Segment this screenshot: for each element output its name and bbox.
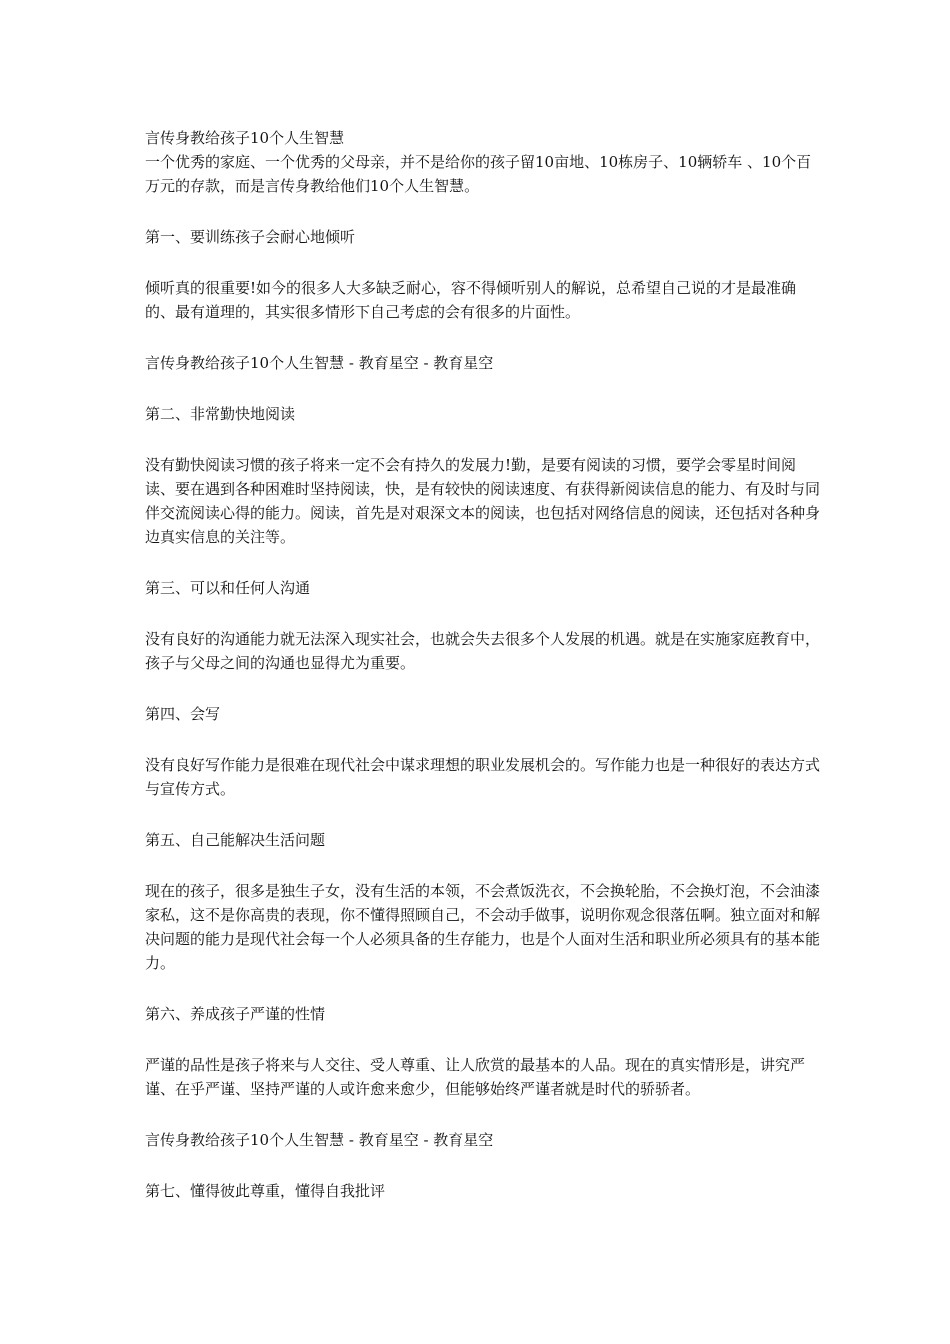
document-title: 言传身教给孩子10个人生智慧 <box>145 129 345 147</box>
section-heading-5: 第五、自己能解决生活问题 <box>145 831 326 849</box>
section-heading-7: 第七、懂得彼此尊重，懂得自我批评 <box>145 1182 386 1200</box>
repeated-caption: 言传身教给孩子10个人生智慧 - 教育星空 - 教育星空 <box>145 354 494 372</box>
section-heading-2: 第二、非常勤快地阅读 <box>145 405 296 423</box>
section-body-4: 没有良好写作能力是很难在现代社会中谋求理想的职业发展机会的。写作能力也是一种很好的表达方式与宣传方式。 <box>145 756 821 798</box>
intro-paragraph: 一个优秀的家庭、一个优秀的父母亲，并不是给你的孩子留10亩地、10栋房子、10辆轿车 、10个百万元的存款，而是言传身教给他们10个人生智慧。 <box>145 153 812 195</box>
section-heading-4: 第四、会写 <box>145 705 221 723</box>
repeated-caption-2: 言传身教给孩子10个人生智慧 - 教育星空 - 教育星空 <box>145 1131 494 1149</box>
section-body-2: 没有勤快阅读习惯的孩子将来一定不会有持久的发展力!勤，是要有阅读的习惯，要学会零星时间阅读、要在遇到各种困难时坚持阅读，快，是有较快的阅读速度、有获得新阅读信息的能力、有及时与同伴交流阅读心得的能力。阅读，首先是对艰深文本的阅读，也包括对网络信息的阅读，还包括对各种身边真实信息的关注等。 <box>145 456 821 546</box>
document-page <box>145 126 825 1203</box>
section-body-6: 严谨的品性是孩子将来与人交往、受人尊重、让人欣赏的最基本的人品。现在的真实情形是，讲究严谨、在乎严谨、坚持严谨的人或许愈来愈少，但能够始终严谨者就是时代的骄骄者。 <box>145 1056 806 1098</box>
section-heading-6: 第六、养成孩子严谨的性情 <box>145 1005 326 1023</box>
section-heading-1: 第一、要训练孩子会耐心地倾听 <box>145 228 356 246</box>
section-body-1: 倾听真的很重要!如今的很多人大多缺乏耐心，容不得倾听别人的解说，总希望自己说的才是最准确的、最有道理的，其实很多情形下自己考虑的会有很多的片面性。 <box>145 279 797 321</box>
section-heading-3: 第三、可以和任何人沟通 <box>145 579 311 597</box>
section-body-5: 现在的孩子，很多是独生子女，没有生活的本领，不会煮饭洗衣，不会换轮胎，不会换灯泡，不会油漆家私，这不是你高贵的表现，你不懂得照顾自己，不会动手做事，说明你观念很落伍啊。独立面对和解决问题的能力是现代社会每一个人必须具备的生存能力，也是个人面对生活和职业所必须具有的基本能力。 <box>145 882 821 972</box>
section-body-3: 没有良好的沟通能力就无法深入现实社会，也就会失去很多个人发展的机遇。就是在实施家庭教育中，孩子与父母之间的沟通也显得尤为重要。 <box>145 630 821 672</box>
